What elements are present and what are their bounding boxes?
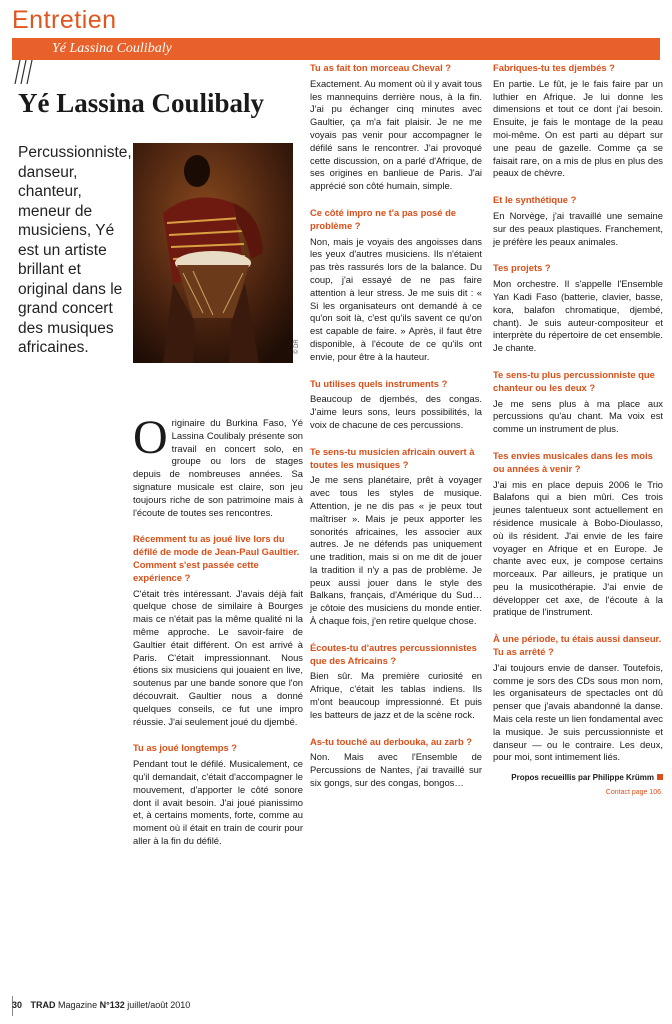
lead-text: riginaire du Burkina Faso, Yé Lassina Coulibaly présente son travail en concert solo, en groupe ou lors de stages depuis de nombreuses années. Sa signature musicale est claire, son jeu toujours riche de son patrimoine mais à l'écoute de toutes ses rencontres. xyxy=(133,417,303,518)
question: Tu utilises quels instruments ? xyxy=(310,377,448,389)
issue-date: juillet/août 2010 xyxy=(127,1000,191,1010)
question: Tu as fait ton morceau Cheval ? xyxy=(310,62,451,73)
question: À une période, tu étais aussi danseur. Tu as arrêté ? xyxy=(493,633,662,658)
question: Fabriques-tu tes djembés ? xyxy=(493,62,615,73)
answer: Non, mais je voyais des angoisses dans les yeux d'autres musiciens. Ils n'étaient pas très rassurés lors de la balance. Du coup, j'ai essayé de ne pas faire attention à leur stress. Je me suis dit : « Si les organisateurs ont demandé à ce qu'on soit là, c'est qu'ils savent ce qu'on est capable de faire. » Après, il faut être disponible, à l'écoute de ce qu'ils ont envie, pour être à la hauteur. xyxy=(310,235,482,362)
rubric-title: Entretien xyxy=(12,6,117,34)
page-footer xyxy=(12,1000,190,1010)
slashes-ornament xyxy=(14,60,40,84)
column-3 xyxy=(493,62,663,808)
answer: J'ai mis en place depuis 2006 le Trio Balafons qui a bien mûri. Ces trois jeunes talentueux sont actuellement en résidence musicale à Bobo-Dioulasso, où ils résident. J'ai envie de les faire voyager en Afrique et en Europe. Je chante avec eux, je compose certains morceaux. Par ailleurs, je pratique un peu la musicothérapie. J'ai envie de développer cet axe, de l'écoute à la pratique de l'instrument. xyxy=(493,478,663,618)
contact-note: Contact page 106. xyxy=(605,789,663,797)
musician-photo xyxy=(133,143,293,363)
answer: En partie. Le fût, je le fais faire par un luthier en Afrique. Je lui donne les dimensions et tout ce dont j'ai besoin. Ensuite, je fais le montage de la peau moi-même. On est parti au départ sur une peau de gazelle. Comme ça se faisait rare, on a mis de plus en plus des peaux de chèvre. xyxy=(493,77,663,179)
question: Tu as joué longtemps ? xyxy=(133,742,237,754)
photo-credit: © DR xyxy=(294,339,300,354)
answer: Je me sens planétaire, prêt à voyager avec tous les styles de musique. Attention, je ne dis pas « je peux tout maîtriser ». Mais je peux apporter les sonorités africaines, les associer aux autres. Je ne défends pas uniquement une tradition, mais si on me dit de jouer la tradition il n'y a pas de problème. Je peux aussi jouer dans le style des Balkans, français, d'Amérique du Sud… je côtoie des musiciens du monde entier. À chaque fois, j'en retire quelque chose. xyxy=(310,474,482,627)
signature xyxy=(493,772,663,785)
question: As-tu touché au derbouka, au zarb ? xyxy=(310,735,472,747)
answer: Exactement. Au moment où il y avait tous les mannequins derrière nous, à la fin. J'ai pu échanger cinq minutes avec Gaultier, ça m'a fait plaisir. Je ne me voyais pas venir pour accompagner le défilé sans le rencontrer. J'ai provoqué cette discussion, on a parlé d'Afrique, de ses origines en banlieue de Paris. J'ai apprécié son côté humain, simple. xyxy=(310,77,482,192)
answer: Bien sûr. Ma première curiosité en Afrique, c'était les tablas indiens. Ils m'ont beaucoup impressionné. Et puis les batteurs de jazz et de la scène rock. xyxy=(310,670,482,720)
magazine-name: TRAD xyxy=(30,1000,56,1010)
issue-number: N°132 xyxy=(99,1000,125,1010)
answer: Beaucoup de djembés, des congas. J'aime leurs sons, leurs possibilités, la voix de chacune de ces percussions. xyxy=(310,393,482,430)
answer: C'était très intéressant. J'avais déjà fait quelque chose de similaire à Bourges mais ce n'était pas la même qualité ni la même approche. Le savoir-faire de Gaultier était différent. On est arrivé à Paris. C'était impressionnant. Nous étions six musiciens qui jouaient en live, soutenus par une bande sonore que l'on découvrait. Gaultier nous a donné quelques conseils, ce fut une impro réussie. J'ai seulement joué du djembé. xyxy=(133,587,303,727)
drop-cap: O xyxy=(133,411,168,464)
article-title: Yé Lassina Coulibaly xyxy=(18,88,265,118)
answer: Non. Mais avec l'Ensemble de Percussions de Nantes, j'ai travaillé sur six gongs, sur des congas, bongos… xyxy=(310,751,482,789)
end-square-icon xyxy=(657,774,663,780)
question: Récemment tu as joué live lors du défilé de mode de Jean-Paul Gaultier. Comment s'est passée cette expérience ? xyxy=(133,533,300,583)
question: Et le synthétique ? xyxy=(493,194,577,206)
lead-paragraph xyxy=(133,411,303,519)
question: Tes envies musicales dans les mois ou années à venir ? xyxy=(493,449,653,474)
question: Écoutes-tu d'autres percussionnistes que des Africains ? xyxy=(310,641,477,666)
answer: Je me sens plus à ma place aux percussions qu'au chant. Ma voix est comme un instrument de plus. xyxy=(493,397,663,435)
question: Te sens-tu musicien africain ouvert à toutes les musiques ? xyxy=(310,445,475,470)
answer: Mon orchestre. Il s'appelle l'Ensemble Yan Kadi Faso (batterie, clavier, basse, kora, balafon chromatique, djembé, chant). Je suis auteur-compositeur et interprète du répertoire de cet ensemble. Je chante. xyxy=(493,278,663,354)
signature-text: Propos recueillis par Philippe Krümm xyxy=(511,773,654,783)
subject-banner xyxy=(12,38,660,60)
intro-text: Percussionniste, danseur, chanteur, meneur de musiciens, Yé est un artiste brillant et original dans le grand concert des musiques africaines. xyxy=(18,144,132,356)
question: Ce côté impro ne t'a pas posé de problème ? xyxy=(310,206,457,231)
magazine-word: Magazine xyxy=(58,1000,98,1010)
column-1 xyxy=(133,411,303,856)
column-2 xyxy=(310,62,482,798)
page-number: 30 xyxy=(12,1000,23,1010)
answer: Pendant tout le défilé. Musicalement, ce qu'il demandait, c'était d'accompagner le mouvement, d'apporter le côté sonore dont il avait besoin. J'ai joué pianissimo et, à certains moments, forte, comme au moment où il était en train de courir pour aller à la fin du défilé. xyxy=(133,758,303,846)
answer: En Norvège, j'ai travaillé une semaine sur des peaux plastiques. Franchement, je préfère les peaux animales. xyxy=(493,209,663,247)
answer: J'ai toujours envie de danser. Toutefois, comme je sors des CDs sous mon nom, les organisateurs de spectacles ont dû penser que j'avais abandonné la danse. Mais cela reste un lien fondamental avec la musique. Je suis percussionniste et danseur — ou le contraire. Les deux, pour moi, sont intimement liés. xyxy=(493,661,663,763)
subject-name: Yé Lassina Coulibaly xyxy=(52,41,172,56)
question: Te sens-tu plus percussionniste que chanteur ou les deux ? xyxy=(493,368,655,393)
question: Tes projets ? xyxy=(493,262,551,274)
